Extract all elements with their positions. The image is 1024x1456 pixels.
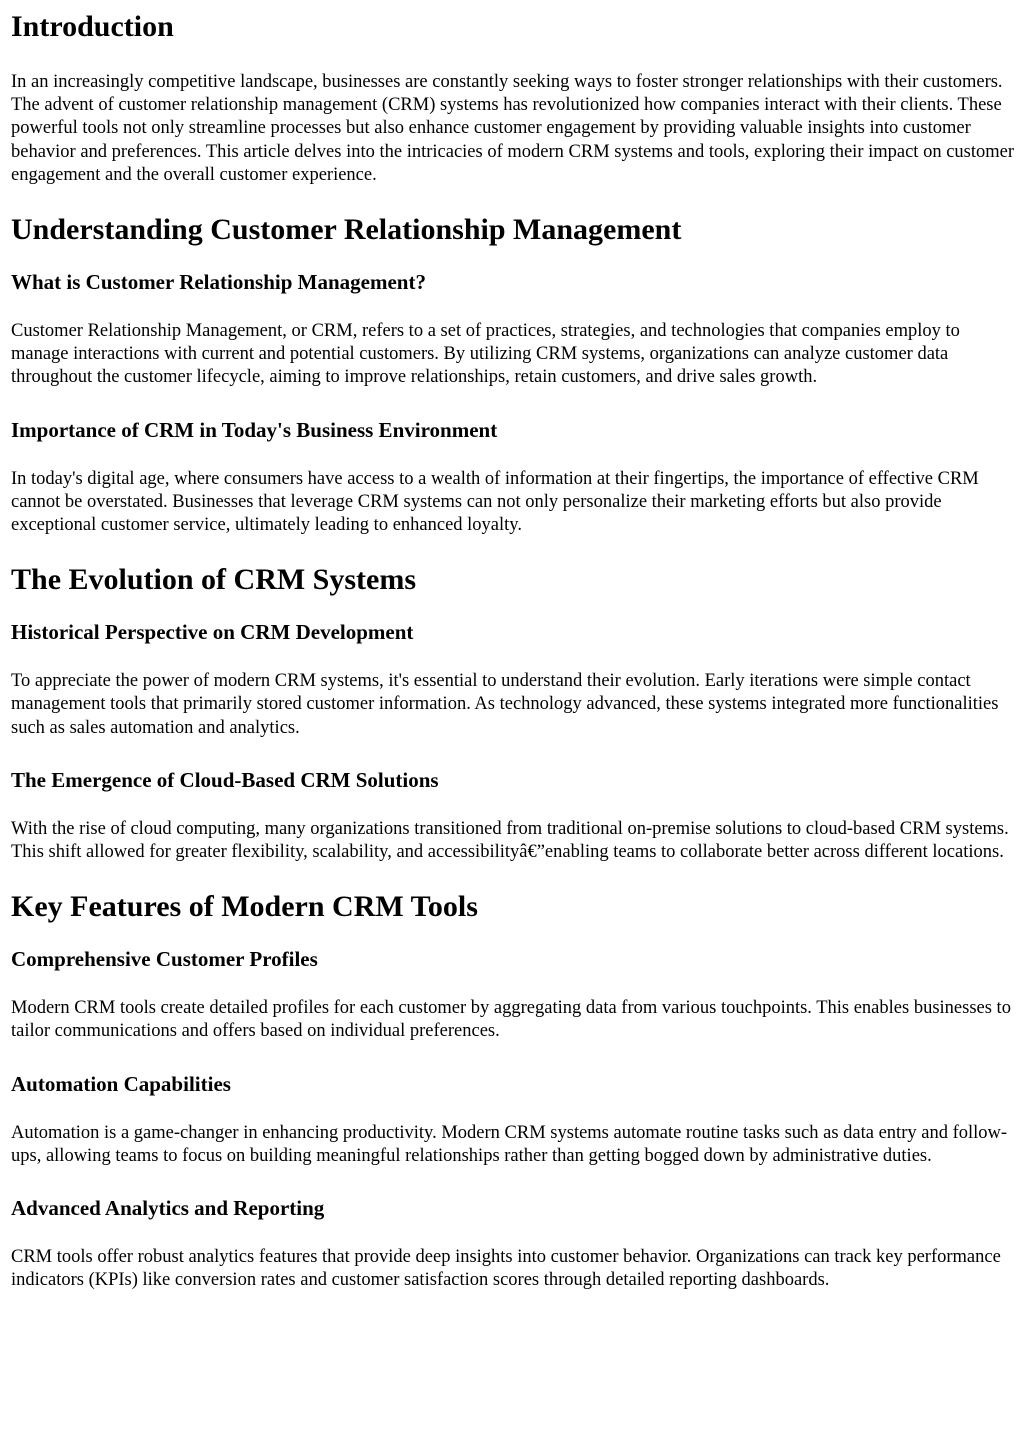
paragraph-customer-profiles: Modern CRM tools create detailed profiles for each customer by aggregating data from various touchpoints. This enables businesses to tailor communications and offers based on individual preferences. [11,998,1011,1042]
subheading-customer-profiles: Comprehensive Customer Profiles [11,947,318,972]
subheading-historical-perspective: Historical Perspective on CRM Development [11,620,414,645]
subheading-analytics: Advanced Analytics and Reporting [11,1196,325,1221]
paragraph-cloud-based-crm: With the rise of cloud computing, many organizations transitioned from traditional on-premise solutions to cloud-based CRM systems. This shift allowed for greater flexibility, scalability, and accessibilityâ€”enabling teams to collaborate better across different locations. [11,818,1009,863]
subheading-what-is-crm: What is Customer Relationship Management? [11,270,426,295]
subheading-automation: Automation Capabilities [11,1071,231,1096]
subheading-cloud-based-crm: The Emergence of Cloud-Based CRM Solutions [11,767,439,792]
paragraph-what-is-crm: Customer Relationship Management, or CRM, refers to a set of practices, strategies, and technologies that companies employ to manage interactions with current and potential customers. By utilizing CRM systems, organizations can analyze customer data throughout the customer lifecycle, aiming to improve relationships, retain customers, and drive sales growth. [11,321,960,388]
paragraph-introduction: In an increasingly competitive landscape, businesses are constantly seeking ways to foster stronger relationships with their customers. The advent of customer relationship management (CRM) systems has revolutionized how companies interact with their clients. These powerful tools not only streamline processes but also enhance customer engagement by providing valuable insights into customer behavior and preferences. This article delves into the intricacies of modern CRM systems and tools, exploring their impact on customer engagement and the overall customer experience. [11,72,1015,185]
heading-understanding-crm: Understanding Customer Relationship Management [11,213,682,247]
heading-evolution-of-crm: The Evolution of CRM Systems [11,563,417,597]
article [0,10,1024,1292]
paragraph-historical-perspective: To appreciate the power of modern CRM systems, it's essential to understand their evolution. Early iterations were simple contact management tools that primarily stored customer information. As technology advanced, these systems integrated more functionalities such as sales automation and analytics. [11,671,999,738]
heading-key-features: Key Features of Modern CRM Tools [11,890,478,924]
subheading-importance-of-crm: Importance of CRM in Today's Business Environment [11,417,498,442]
paragraph-automation: Automation is a game-changer in enhancing productivity. Modern CRM systems automate routine tasks such as data entry and follow-ups, allowing teams to focus on building meaningful relationships rather than getting bogged down by administrative duties. [11,1122,1008,1166]
paragraph-analytics: CRM tools offer robust analytics features that provide deep insights into customer behavior. Organizations can track key performance indicators (KPIs) like conversion rates and customer satisfaction scores through detailed reporting dashboards. [11,1247,1001,1291]
paragraph-importance-of-crm: In today's digital age, where consumers have access to a wealth of information at their fingertips, the importance of effective CRM cannot be overstated. Businesses that leverage CRM systems can not only personalize their marketing efforts but also provide exceptional customer service, ultimately leading to enhanced loyalty. [11,468,979,536]
heading-introduction: Introduction [11,10,174,43]
